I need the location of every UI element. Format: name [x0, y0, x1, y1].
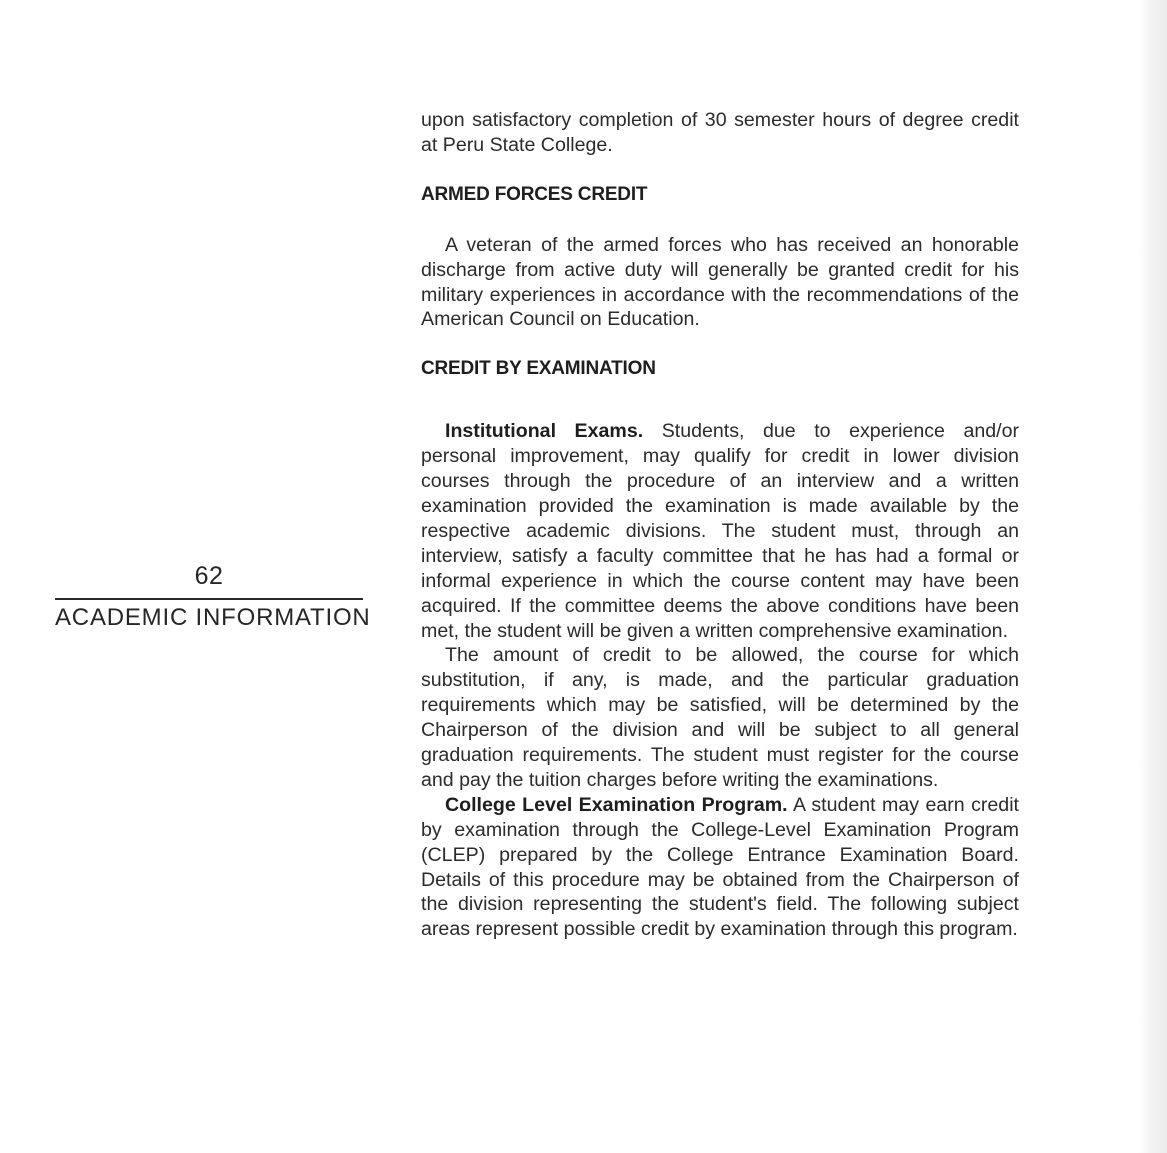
text-column [421, 108, 1019, 942]
institutional-exams-body: Students, due to experience and/or personal improvement, may qualify for credit in lower division courses through the procedure of an interview and a written examination provided the examination is made available by the respective academic divisions. The student must, through an interview, satisfy a faculty committee that he has had a formal or informal experience in which the course content may have been acquired. If the committee deems the above conditions have been met, the student will be given a written comprehensive examination. [421, 420, 1019, 642]
institutional-exams-title: Institutional Exams. [445, 420, 644, 443]
page-number: 62 [194, 562, 224, 590]
page-edge-shadow [1139, 0, 1167, 1153]
intro-paragraph: upon satisfactory completion of 30 semester hours of degree credit at Peru State College. [421, 109, 1019, 156]
credit-by-exam-heading: CREDIT BY EXAMINATION [421, 358, 656, 380]
clep-title: College Level Examination Program. [445, 793, 788, 816]
institutional-exams-paragraph [421, 419, 1019, 643]
credit-amount-paragraph: The amount of credit to be allowed, the course for which substitution, if any, is made, and the particular graduation requirements which may be satisfied, will be determined by the Chairperson of the division and will be subject to all general graduation requirements. The student must register for the course and pay the tuition charges before writing the examinations. [421, 644, 1019, 791]
margin-divider [55, 598, 363, 600]
section-title: ACADEMIC INFORMATION [55, 604, 371, 631]
armed-forces-heading: ARMED FORCES CREDIT [421, 183, 648, 205]
armed-forces-paragraph: A veteran of the armed forces who has received an honorable discharge from active duty will generally be granted credit for his military experiences in accordance with the recommendations of the American Council on Education. [421, 233, 1019, 331]
clep-body: A student may earn credit by examination through the College-Level Examination Program (CLEP) prepared by the College Entrance Examination Board. Details of this procedure may be obtained from the Chairperson of the division representing the student's field. The following subject areas represent possible credit by examination through this program. [421, 793, 1019, 941]
clep-paragraph [421, 793, 1019, 942]
